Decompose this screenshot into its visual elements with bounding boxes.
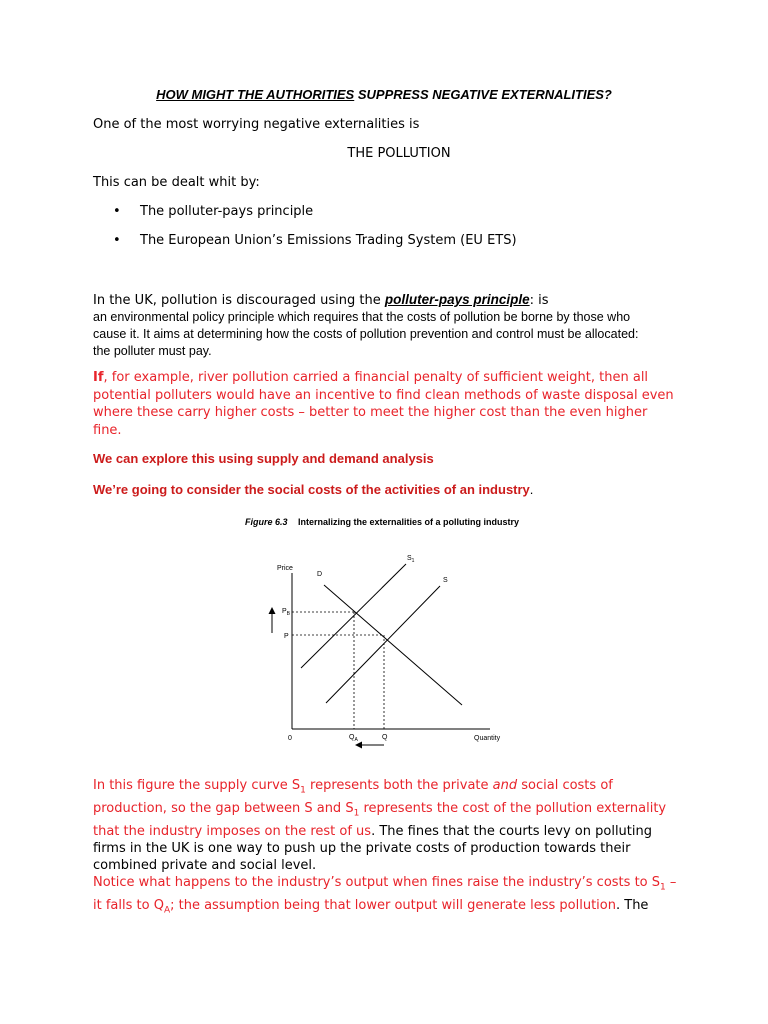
text-run: it falls to Q: [93, 897, 164, 913]
text-run: . The fines that the courts levy on polluting: [371, 823, 652, 839]
red-line: potential polluters would have an incentive to find clean methods of waste disposal even: [93, 387, 674, 403]
red-line: fine.: [93, 423, 122, 439]
subscript: 1: [660, 882, 666, 893]
text-run: . The: [615, 897, 649, 913]
definition-line: cause it. It aims at determining how the costs of pollution prevention and control must be allocated:: [93, 327, 639, 341]
uk-lead-text: In the UK, pollution is discouraged using the: [93, 293, 385, 308]
text-run: social costs of: [517, 778, 613, 793]
definition-line: an environmental policy principle which requires that the costs of pollution be borne by those who: [93, 310, 631, 324]
text-run: represents both the private: [305, 778, 493, 793]
supply-curve-s: [326, 586, 440, 703]
demand-curve-d: [324, 585, 462, 705]
subscript: 1: [300, 785, 306, 796]
consider-period: .: [529, 482, 534, 497]
consider-main: We’re going to consider the social costs of the activities of an industry: [93, 482, 530, 497]
subscript: 1: [353, 808, 360, 819]
uk-lead: [93, 292, 549, 308]
explanation-line: [93, 823, 693, 840]
label-s1-sub: 1: [411, 558, 415, 564]
uk-definition: [93, 309, 693, 360]
polluter-pays-term: polluter-pays principle: [384, 292, 530, 307]
list-item-label: The European Union’s Emissions Trading System (EU ETS): [140, 233, 517, 248]
text-run: that the industry imposes on the rest of us: [93, 823, 372, 839]
consider-text: [93, 482, 533, 497]
figure-number: Figure 6.3: [245, 517, 288, 527]
red-line-rest: , for example, river pollution carried a financial penalty of sufficient weight, then all: [103, 370, 649, 385]
origin-label: 0: [288, 735, 292, 742]
explanation-line: combined private and social level.: [93, 858, 317, 873]
emphasis: and: [492, 778, 518, 793]
label-d: D: [317, 571, 323, 578]
label-q: Q: [382, 734, 388, 741]
list-item: •: [113, 233, 121, 248]
label-p: P: [284, 633, 289, 640]
output-line: [93, 897, 693, 920]
label-pb: [282, 608, 291, 617]
label-qa-sub: A: [354, 737, 358, 743]
label-s1: [407, 555, 415, 564]
x-axis-label: Quantity: [474, 735, 501, 742]
figure-explanation: [93, 777, 693, 874]
output-line: [93, 874, 693, 897]
supply-curve-s1: [301, 564, 406, 668]
red-line: [93, 369, 693, 387]
list-item-label: The polluter-pays principle: [140, 204, 314, 219]
uk-colon: : is: [529, 293, 549, 308]
red-paragraph: [93, 369, 693, 440]
explanation-line: [93, 777, 693, 800]
intro-text: One of the most worrying negative externalities is: [93, 117, 420, 132]
label-qa-main: Q: [349, 734, 355, 741]
label-s1-main: S: [407, 555, 412, 562]
title-rest: SUPPRESS NEGATIVE EXTERNALITIES?: [354, 87, 612, 102]
text-run: production, so the gap between S and S: [93, 800, 354, 816]
left-arrow-icon: [355, 742, 384, 749]
label-pb-sub: B: [286, 611, 291, 617]
text-run: –: [665, 875, 677, 890]
dealt-text: This can be dealt whit by:: [93, 175, 260, 190]
list-item: •: [113, 204, 121, 219]
text-run: represents the cost of the pollution externality: [359, 800, 667, 816]
red-line: where these carry higher costs – better to meet the higher cost than the even higher: [93, 405, 648, 421]
label-qa: [349, 734, 358, 743]
y-axis-label: Price: [277, 565, 293, 572]
label-s: S: [443, 577, 448, 584]
explanation-line: [93, 800, 693, 823]
page-title: [0, 87, 768, 102]
explanation-line: firms in the UK is one way to push up the private costs of production towards their: [93, 840, 631, 856]
output-paragraph: [93, 874, 693, 920]
definition-line: the polluter must pay.: [93, 344, 212, 358]
explore-text: We can explore this using supply and demand analysis: [93, 451, 434, 466]
label-pb-main: P: [282, 608, 287, 615]
text-run: ; the assumption being that lower output will generate less pollution: [170, 897, 616, 913]
subscript: A: [163, 905, 171, 916]
up-arrow-icon: [269, 607, 276, 633]
text-run: Notice what happens to the industry’s output when fines raise the industry’s costs to S: [93, 875, 660, 890]
figure-chart: [0, 505, 768, 765]
centered-heading: THE POLLUTION: [347, 146, 451, 161]
text-run: In this figure the supply curve S: [93, 778, 301, 793]
title-underlined-part: HOW MIGHT THE AUTHORITIES: [156, 87, 355, 102]
figure-caption: Internalizing the externalities of a polluting industry: [298, 517, 520, 527]
red-first-word: If: [93, 370, 104, 385]
